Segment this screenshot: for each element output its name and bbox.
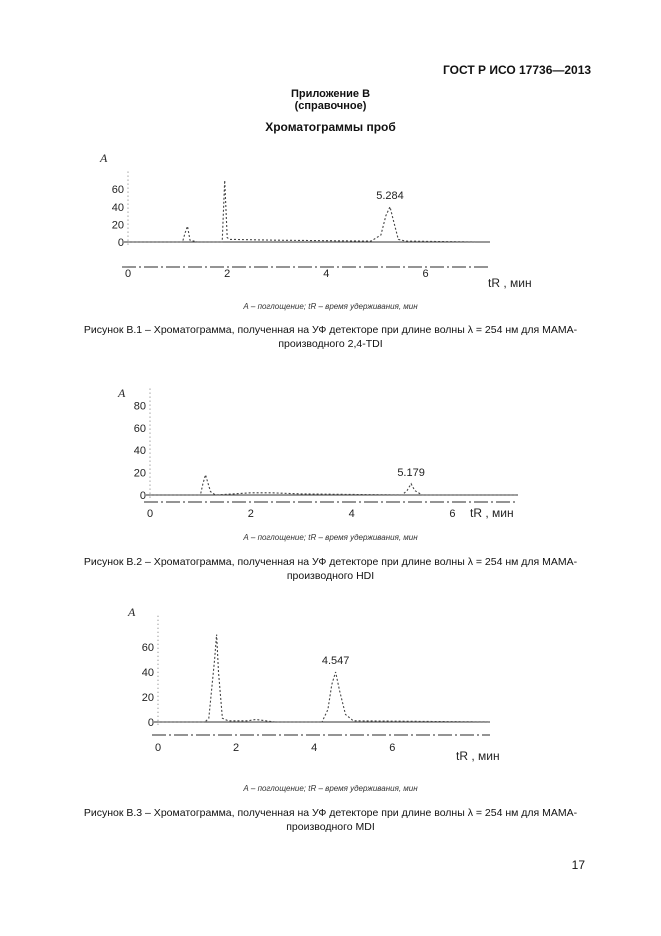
figure-2-note: А – поглощение; tR – время удерживания, мин bbox=[243, 533, 418, 542]
figure-1-caption-line1: Рисунок В.1 – Хроматограмма, полученная на УФ детекторе при длине волны λ = 254 нм для МАМА- bbox=[83, 324, 578, 336]
annex-title: Приложение В bbox=[290, 88, 371, 100]
chromatogram-trace bbox=[158, 635, 490, 723]
y-axis-label: A bbox=[118, 386, 126, 400]
y-tick-label: 0 bbox=[139, 490, 146, 502]
y-tick-label: 20 bbox=[141, 692, 154, 704]
chromatogram-1-plot bbox=[0, 140, 661, 300]
x-tick-label: 0 bbox=[154, 742, 162, 754]
y-tick-label: 40 bbox=[111, 201, 124, 214]
peak-label: 4.547 bbox=[321, 655, 350, 667]
y-tick-label: 60 bbox=[111, 184, 124, 197]
standard-number: ГОСТ Р ИСО 17736—2013 bbox=[443, 63, 592, 77]
y-tick-label: 80 bbox=[133, 400, 146, 413]
y-axis-label: A bbox=[128, 605, 136, 619]
x-tick-label: 6 bbox=[389, 742, 396, 754]
y-tick-label: 40 bbox=[133, 445, 146, 458]
y-tick-label: 40 bbox=[141, 667, 154, 679]
chromatogram-trace bbox=[128, 180, 475, 242]
figure-2-caption-line2: производного HDI bbox=[286, 570, 375, 582]
peak-label: 5.179 bbox=[397, 466, 425, 479]
x-tick-label: 6 bbox=[422, 268, 429, 280]
annex-type: (справочное) bbox=[294, 100, 367, 112]
figure-3-caption-line2: производного MDI bbox=[286, 821, 375, 833]
x-axis-label: tR , мин bbox=[488, 276, 532, 290]
x-tick-label: 4 bbox=[323, 268, 330, 280]
chromatogram-2-plot bbox=[0, 375, 661, 530]
figure-2-caption-line1: Рисунок В.2 – Хроматограмма, полученная на УФ детекторе при длине волны λ = 254 нм для МАМА- bbox=[83, 556, 578, 568]
x-tick-label: 4 bbox=[348, 508, 355, 520]
figure-1-caption-line2: производного 2,4-TDI bbox=[278, 338, 383, 350]
chromatogram-1 bbox=[0, 140, 661, 300]
x-axis-label: tR , мин bbox=[470, 506, 514, 520]
y-tick-label: 60 bbox=[141, 642, 154, 654]
y-tick-label: 0 bbox=[117, 237, 124, 249]
x-tick-label: 6 bbox=[449, 508, 456, 520]
chromatogram-3 bbox=[0, 598, 661, 768]
figure-3-note: А – поглощение; tR – время удерживания, мин bbox=[243, 784, 418, 793]
figure-3-caption bbox=[0, 806, 661, 834]
y-tick-label: 20 bbox=[133, 467, 146, 480]
x-tick-label: 2 bbox=[233, 742, 240, 754]
annex-heading: Хроматограммы проб bbox=[265, 120, 396, 134]
page-number: 17 bbox=[571, 858, 585, 872]
peak-label: 5.284 bbox=[376, 189, 404, 202]
chromatogram-3-plot bbox=[0, 598, 661, 768]
figure-1-note: А – поглощение; tR – время удерживания, мин bbox=[243, 302, 418, 311]
y-tick-label: 60 bbox=[133, 422, 146, 435]
x-axis-label: tR , мин bbox=[456, 749, 500, 763]
x-tick-label: 2 bbox=[247, 508, 254, 520]
x-tick-label: 4 bbox=[311, 742, 318, 754]
y-tick-label: 20 bbox=[111, 219, 124, 232]
figure-3-caption-line1: Рисунок В.3 – Хроматограмма, полученная на УФ детекторе при длине волны λ = 254 нм для МАМА- bbox=[83, 807, 578, 819]
x-tick-label: 0 bbox=[146, 508, 154, 520]
figure-2-caption bbox=[0, 555, 661, 583]
chromatogram-2 bbox=[0, 375, 661, 530]
y-tick-label: 0 bbox=[147, 717, 154, 729]
y-axis-label: A bbox=[100, 151, 108, 165]
x-tick-label: 0 bbox=[124, 268, 132, 280]
chromatogram-trace bbox=[150, 475, 518, 495]
figure-1-caption bbox=[0, 323, 661, 351]
x-tick-label: 2 bbox=[224, 268, 231, 280]
